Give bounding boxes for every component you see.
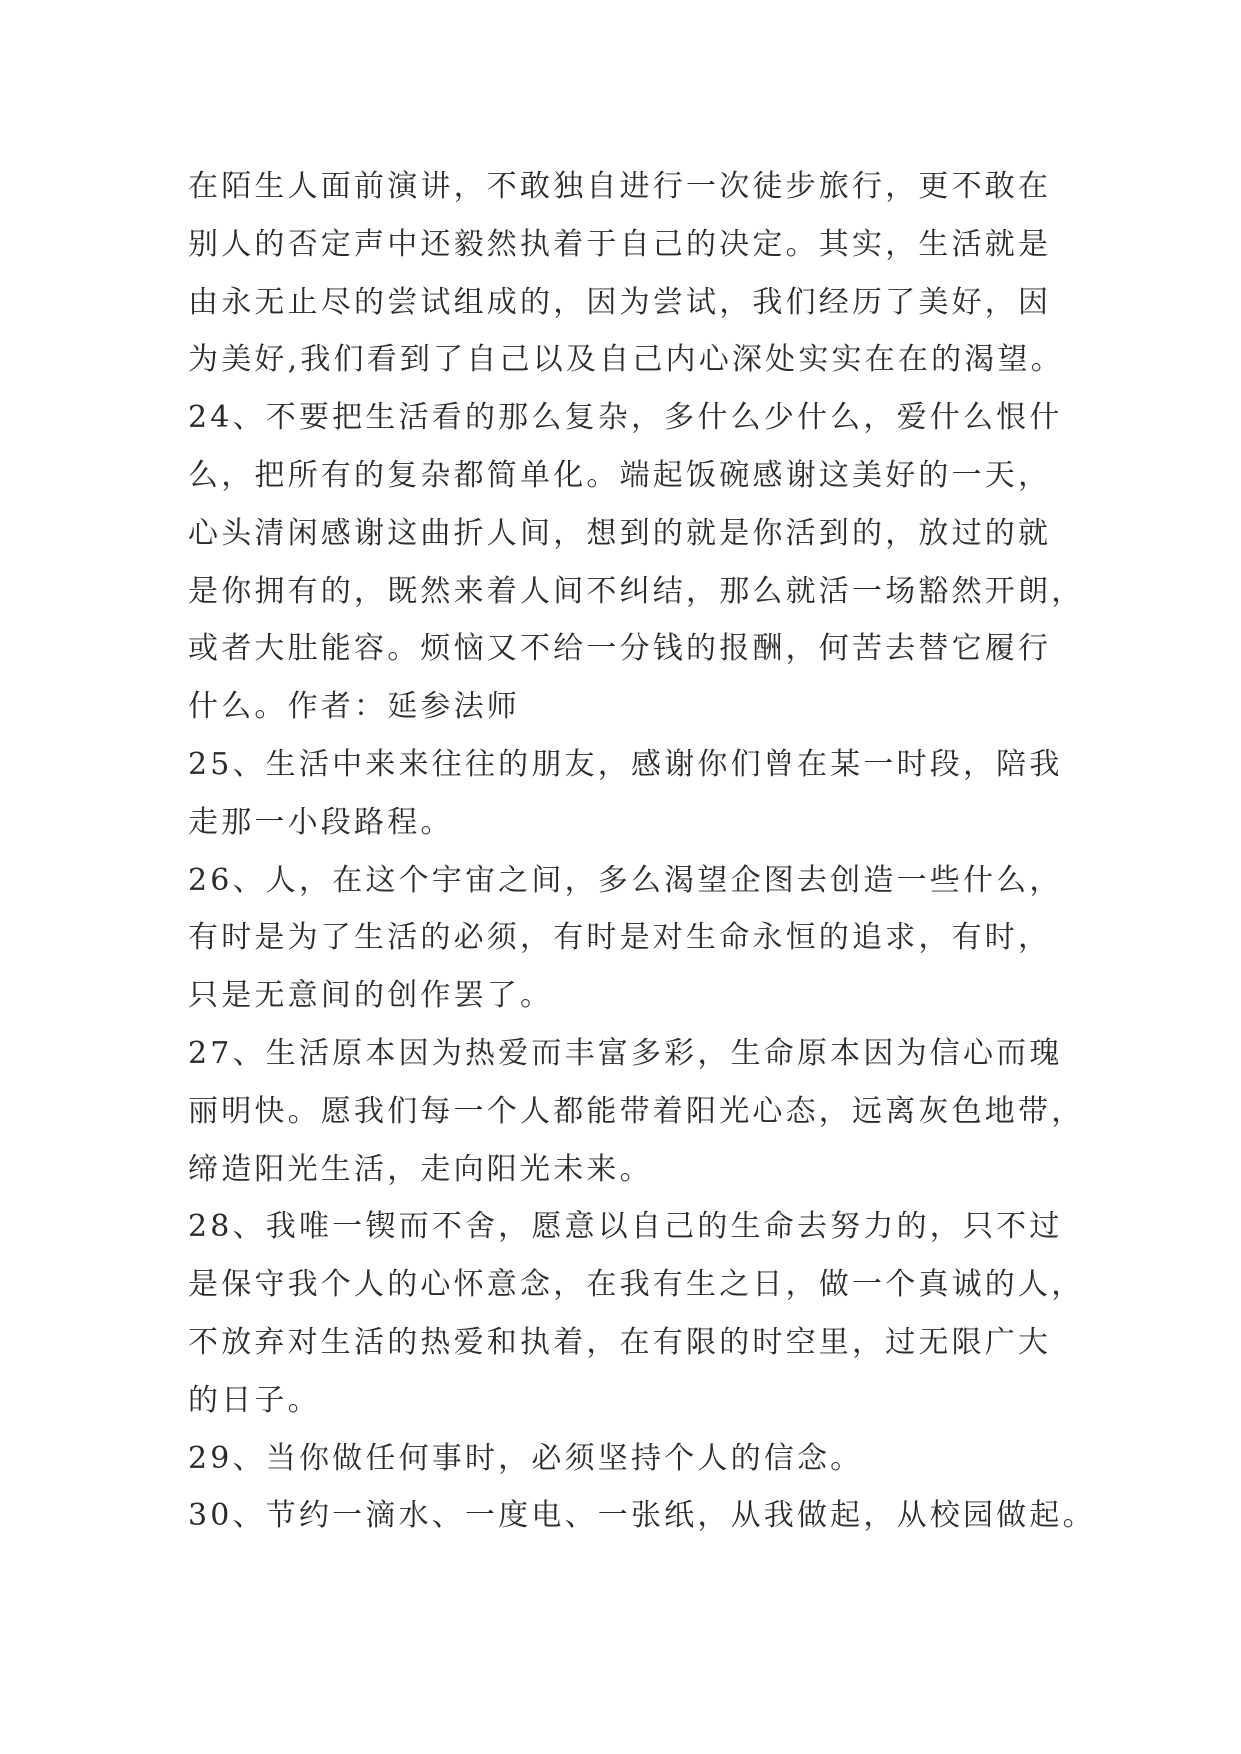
text-line: 30、节约一滴水、一度电、一张纸，从我做起，从校园做起。 (188, 1498, 1096, 1534)
text-line: 的日子。 (188, 1382, 321, 1418)
text-line: 是保守我个人的心怀意念，在我有生之日，做一个真诚的人， (188, 1267, 1085, 1303)
text-line: 心头清闲感谢这曲折人间，想到的就是你活到的，放过的就 (188, 515, 1052, 551)
text-line: 什么。作者：延参法师 (188, 689, 520, 725)
text-line: 缔造阳光生活，走向阳光未来。 (188, 1151, 653, 1187)
document-body (188, 158, 1096, 1545)
text-line: 只是无意间的创作罢了。 (188, 978, 554, 1014)
text-line: 走那一小段路程。 (188, 804, 454, 840)
text-line: 26、人，在这个宇宙之间，多么渴望企图去创造一些什么， (188, 862, 1063, 898)
text-line: 24、不要把生活看的那么复杂，多什么少什么，爱什么恨什 (188, 400, 1063, 436)
text-line: 么，把所有的复杂都简单化。端起饭碗感谢这美好的一天， (188, 457, 1052, 493)
text-line: 25、生活中来来往往的朋友，感谢你们曾在某一时段，陪我 (188, 746, 1063, 782)
text-line: 27、生活原本因为热爱而丰富多彩，生命原本因为信心而瑰 (188, 1035, 1063, 1071)
text-line: 有时是为了生活的必须，有时是对生命永恒的追求，有时， (188, 920, 1052, 956)
text-line: 别人的否定声中还毅然执着于自己的决定。其实，生活就是 (188, 226, 1052, 262)
text-line: 或者大肚能容。烦恼又不给一分钱的报酬，何苦去替它履行 (188, 631, 1052, 667)
text-line: 丽明快。愿我们每一个人都能带着阳光心态，远离灰色地带， (188, 1093, 1085, 1129)
text-line: 为美好,我们看到了自己以及自己内心深处实实在在的渴望。 (188, 342, 1064, 378)
text-line: 不放弃对生活的热爱和执着，在有限的时空里，过无限广大 (188, 1324, 1052, 1360)
text-line: 由永无止尽的尝试组成的，因为尝试，我们经历了美好，因 (188, 284, 1052, 320)
text-line: 是你拥有的，既然来着人间不纠结，那么就活一场豁然开朗， (188, 573, 1085, 609)
text-line: 28、我唯一锲而不舍，愿意以自己的生命去努力的，只不过 (188, 1209, 1063, 1245)
text-line: 29、当你做任何事时，必须坚持个人的信念。 (188, 1440, 864, 1476)
text-line: 在陌生人面前演讲，不敢独自进行一次徒步旅行，更不敢在 (188, 169, 1052, 204)
